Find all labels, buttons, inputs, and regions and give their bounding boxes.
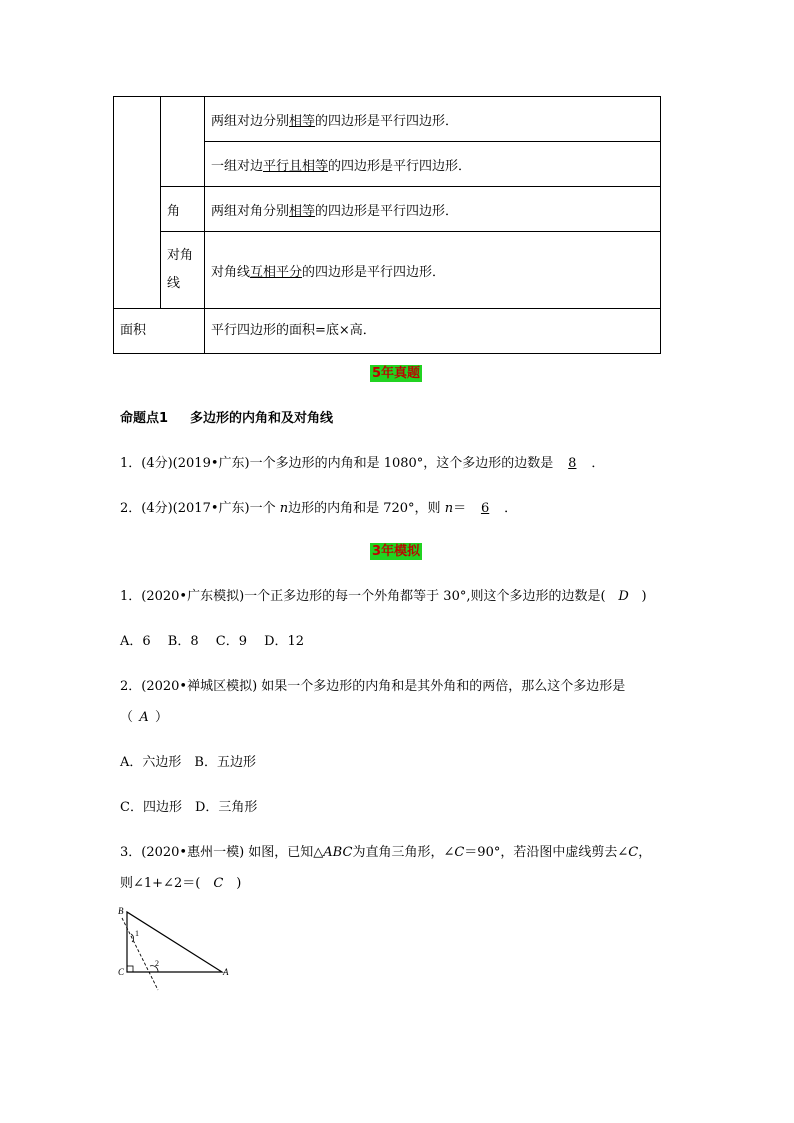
options: C．四边形 D．三角形 (120, 800, 258, 815)
mock-question-2: 2．(2020•禅城区模拟) 如果一个多边形的内角和是其外角和的两倍，那么这个多边形是 (120, 679, 626, 694)
table-cell-text: 平行四边形的面积=底×高． (205, 309, 661, 354)
answer-line: （ A ） (120, 710, 169, 725)
table-cell-empty (161, 97, 205, 187)
table-cell-text: 对角线互相平分的四边形是平行四边形． (205, 232, 661, 309)
table-cell-sub: 对角 线 (161, 232, 205, 309)
table-cell-sub: 角 (161, 187, 205, 232)
section-title: 5年真题 (372, 366, 421, 381)
table-cell-text: 两组对边分别相等的四边形是平行四边形． (205, 97, 661, 142)
table-row (114, 232, 661, 309)
mock-question-3: 3．(2020•惠州一模) 如图，已知△ABC为直角三角形，∠C＝90°，若沿图中虚线剪去∠C， (120, 845, 652, 860)
vertex-label-a: A (223, 967, 229, 977)
answer: A (139, 710, 149, 725)
angle-label-1: 1 (135, 929, 139, 938)
vertex-label-b: B (118, 906, 124, 916)
answer: C (213, 876, 224, 891)
options: A．6 B．8 C．9 D．12 (120, 634, 305, 649)
right-angle-mark (127, 966, 133, 972)
section-title: 3年模拟 (372, 544, 421, 559)
table-row (114, 97, 661, 142)
table-row (114, 187, 661, 232)
triangle-abc (127, 912, 222, 972)
question-2: 2．(4分)(2017•广东)一个 n边形的内角和是 720°，则 n＝ 6 ． (120, 501, 518, 516)
vertex-label-c: C (118, 967, 125, 977)
table-cell-category: 面积 (114, 309, 205, 354)
topic-heading: 命题点1 多边形的内角和及对角线 (120, 411, 334, 426)
answer-line: 则∠1+∠2＝( C ) (120, 876, 242, 891)
table-cell-text: 两组对角分别相等的四边形是平行四边形． (205, 187, 661, 232)
options: A．六边形 B．五边形 (120, 755, 256, 770)
answer: D (618, 589, 629, 604)
property-table (113, 96, 661, 354)
table-cell-text: 一组对边平行且相等的四边形是平行四边形． (205, 142, 661, 187)
answer-blank: 8 (568, 456, 577, 471)
table-cell-empty (114, 97, 161, 309)
answer-blank: 6 (480, 501, 490, 516)
triangle-figure (112, 900, 242, 995)
angle-label-2: 2 (155, 959, 159, 968)
table-row (114, 309, 661, 354)
question-1: 1．(4分)(2019•广东)一个多边形的内角和是 1080°，这个多边形的边数是 8 ． (120, 456, 605, 471)
mock-question-1: 1．(2020•广东模拟)一个正多边形的每一个外角都等于 30°,则这个多边形的边数是( D ) (120, 589, 647, 604)
